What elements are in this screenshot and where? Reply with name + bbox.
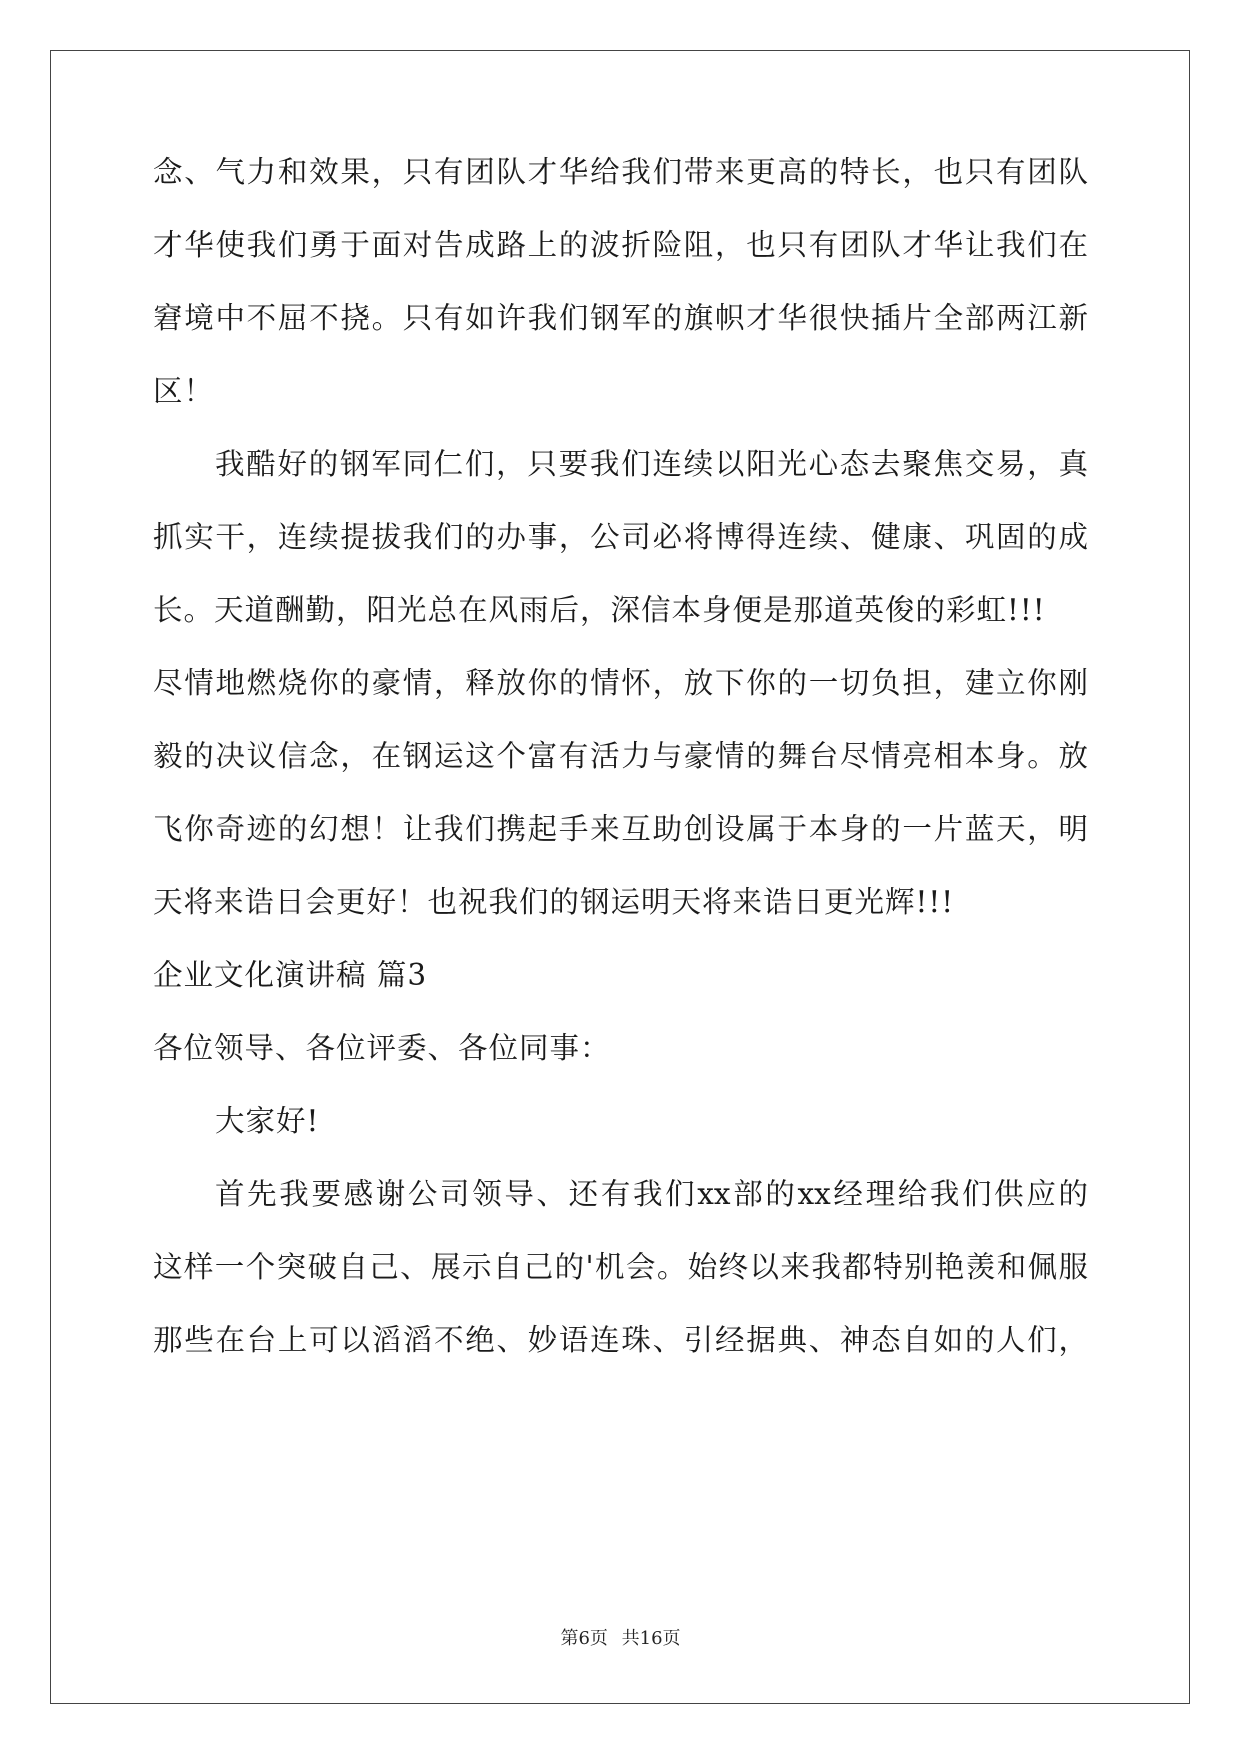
page-number: 第6页 [560, 1628, 608, 1649]
text-line: 区！ [153, 374, 215, 408]
text-line: 念、气力和效果，只有团队才华给我们带来更高的特长，也只有团队 [153, 155, 1088, 189]
greeting: 大家好! [215, 1104, 320, 1138]
section-heading: 企业文化演讲稿 篇3 [153, 958, 428, 992]
paragraph-start: 我酷好的钢军同仁们，只要我们连续以阳光心态去聚焦交易，真 [215, 447, 1088, 481]
text-line: 才华使我们勇于面对告成路上的波折险阻，也只有团队才华让我们在 [153, 228, 1088, 262]
text-line: 这样一个突破自己、展示自己的'机会。始终以来我都特别艳羡和佩服 [153, 1250, 1088, 1284]
page-footer [0, 1628, 1241, 1650]
paragraph-start: 首先我要感谢公司领导、还有我们xx部的xx经理给我们供应的 [215, 1177, 1088, 1211]
text-line: 抓实干，连续提拔我们的办事，公司必将博得连续、健康、巩固的成 [153, 520, 1088, 554]
salutation: 各位领导、各位评委、各位同事： [153, 1031, 611, 1065]
text-line: 天将来诰日会更好！也祝我们的钢运明天将来诰日更光辉!!! [153, 885, 955, 919]
text-line: 毅的决议信念，在钢运这个富有活力与豪情的舞台尽情亮相本身。放 [153, 739, 1088, 773]
text-line: 那些在台上可以滔滔不绝、妙语连珠、引经据典、神态自如的人们， [153, 1323, 1088, 1357]
text-line: 长。天道酬勤，阳光总在风雨后，深信本身便是那道英俊的彩虹!!! [153, 593, 1046, 627]
page-total: 共16页 [621, 1628, 681, 1649]
text-line: 窘境中不屈不挠。只有如许我们钢军的旗帜才华很快插片全部两江新 [153, 301, 1088, 335]
text-line: 飞你奇迹的幻想！让我们携起手来互助创设属于本身的一片蓝天，明 [153, 812, 1088, 846]
text-line: 尽情地燃烧你的豪情，释放你的情怀，放下你的一切负担，建立你刚 [153, 666, 1088, 700]
